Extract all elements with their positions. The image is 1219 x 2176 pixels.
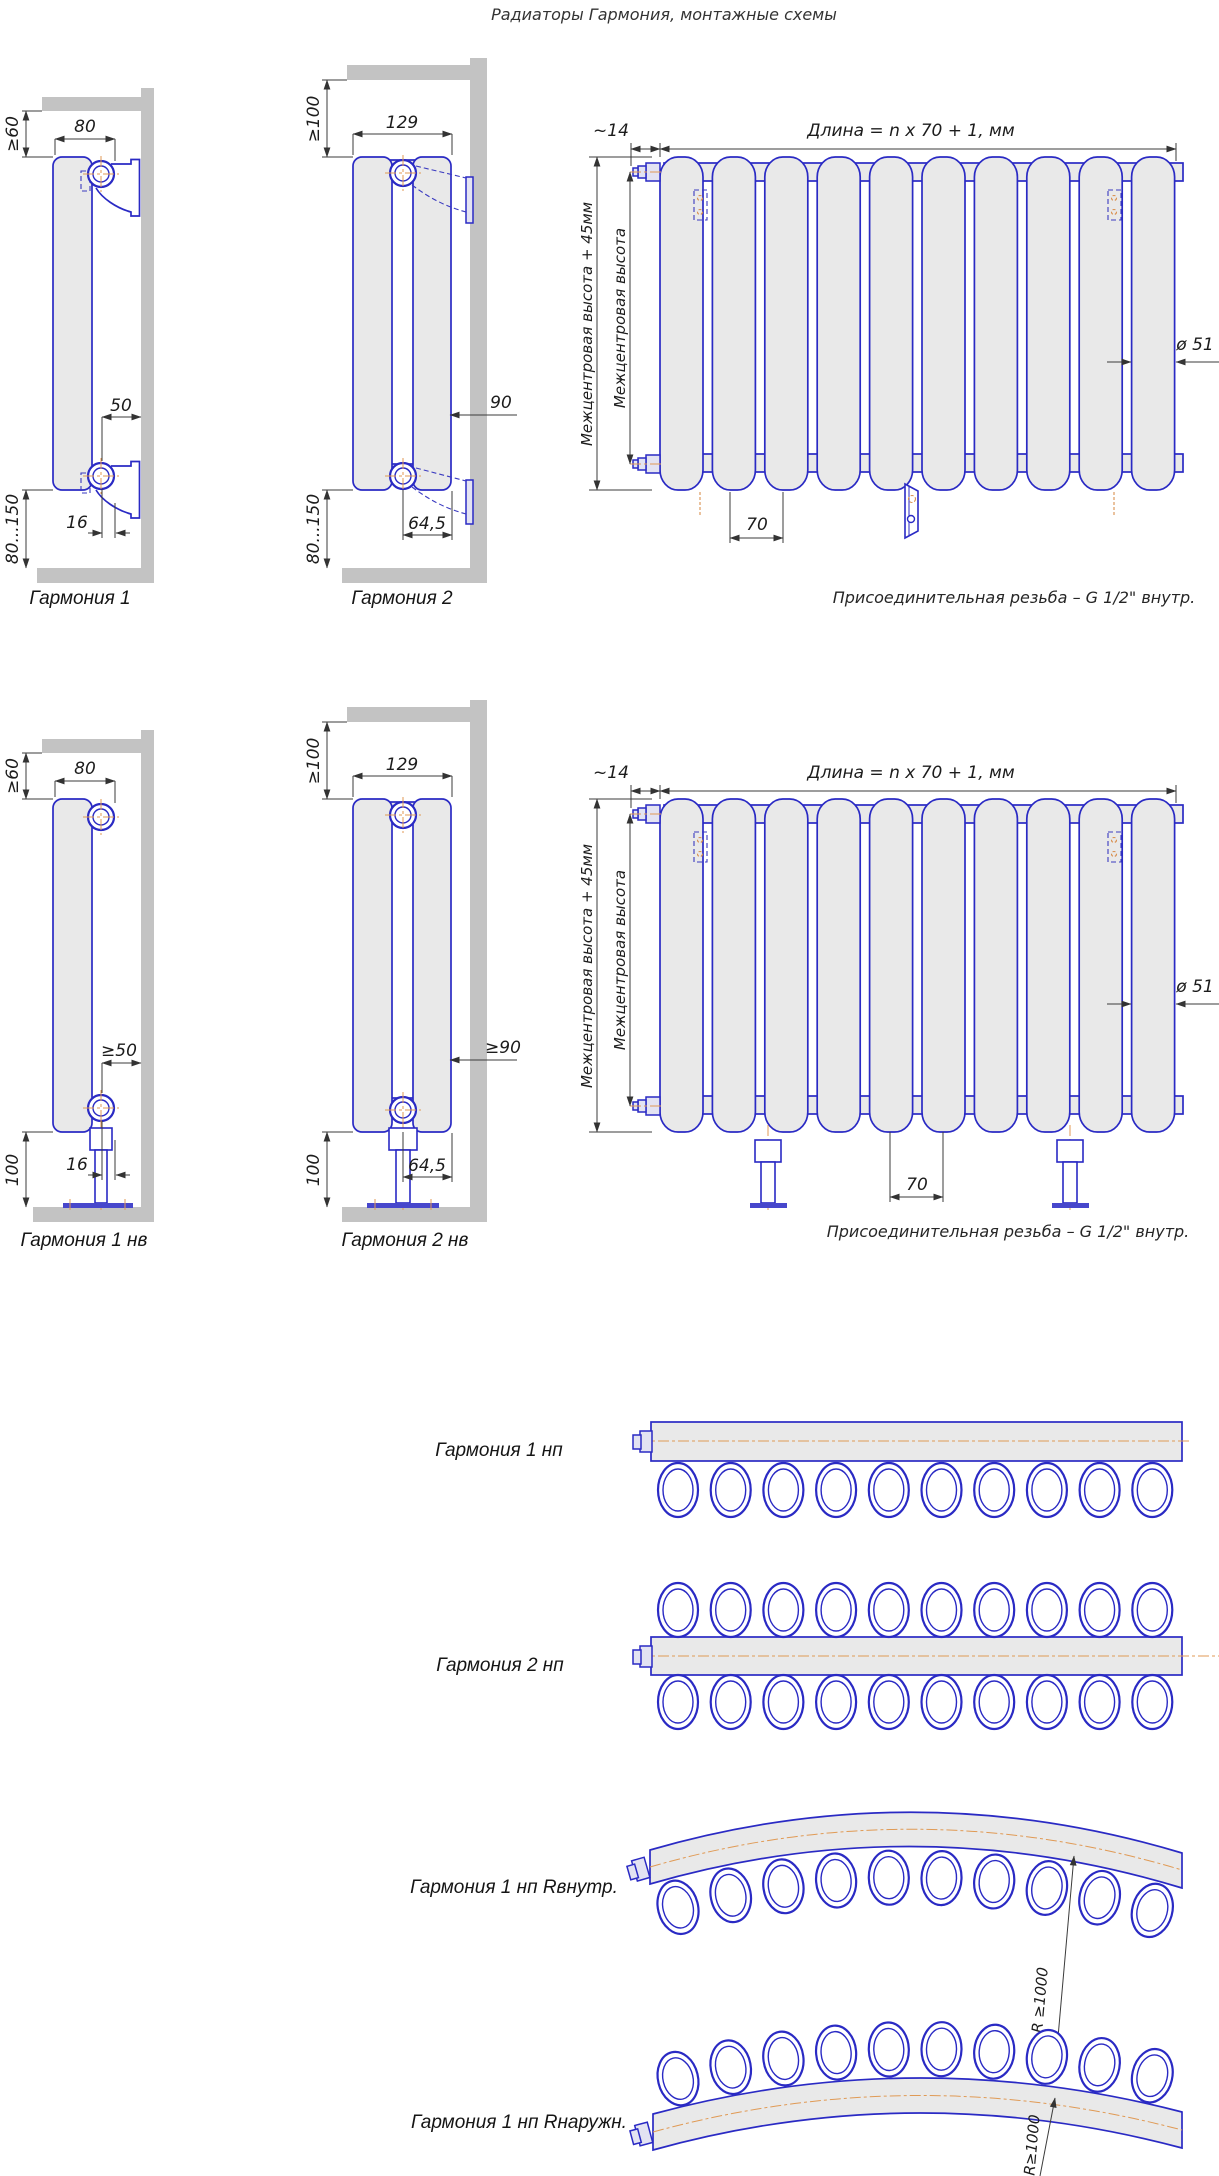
radiator-section [712, 157, 755, 490]
dimension-ceiling-gap [304, 80, 353, 157]
dimension-pitch [730, 492, 783, 543]
diagram-garmonia2-floor [304, 700, 521, 1251]
tube-section [814, 2024, 858, 2081]
radiator-section [817, 157, 860, 490]
tube-section [1132, 1675, 1172, 1729]
radiator-section [765, 799, 808, 1132]
tube-section [652, 1876, 704, 1938]
svg-text:100: 100 [304, 1153, 324, 1187]
dimension-ceiling-gap [3, 753, 53, 799]
dimension-ceiling-gap [304, 722, 353, 799]
svg-text:~14: ~14 [593, 121, 629, 141]
stand-base [1052, 1203, 1089, 1208]
tube-section [974, 1463, 1014, 1517]
svg-text:50: 50 [110, 396, 132, 416]
svg-text:Межцентровая высота: Межцентровая высота [611, 227, 629, 409]
dimension-depth [55, 759, 115, 803]
stand-collar [90, 1128, 112, 1150]
plate-hole [908, 516, 915, 523]
dimension-height-inner [611, 814, 630, 1106]
tube-section [760, 1857, 807, 1916]
stand-collar [755, 1140, 781, 1162]
wall-bracket-plate [466, 177, 473, 223]
radiator-body [413, 799, 451, 1132]
tube-row [658, 1463, 1172, 1517]
floor [342, 568, 487, 583]
radiator-section [974, 799, 1017, 1132]
tube-section [1132, 1463, 1172, 1517]
tube-section [658, 1675, 698, 1729]
connection-thread-note: Присоединительная резьба – G 1/2" внутр. [826, 1222, 1190, 1241]
radiator-section [712, 799, 755, 1132]
radiator-sections [660, 799, 1175, 1132]
tube-section [921, 1850, 963, 1905]
diagram-label: Гармония 1 нв [20, 1230, 148, 1251]
diagram-garmonia1-floor [3, 730, 154, 1251]
radiator-body [53, 799, 92, 1132]
tube-section [1027, 1583, 1067, 1637]
tube-section [706, 1865, 756, 1926]
tube-section [921, 2022, 962, 2077]
diagram-label: Гармония 2 нп [436, 1655, 564, 1676]
svg-text:80: 80 [74, 759, 96, 779]
tube-section [869, 1675, 909, 1729]
tube-section [711, 1583, 751, 1637]
dimension-floor-gap [304, 490, 353, 568]
diagram-garmonia2-wall [304, 58, 517, 609]
svg-text:≥100: ≥100 [304, 95, 324, 143]
diagram-label: Гармония 1 нп Rнаружн. [411, 2112, 627, 2133]
svg-text:129: 129 [385, 113, 419, 133]
diagram-label: Гармония 2 нв [341, 1230, 469, 1251]
wall-bracket-plate [466, 480, 473, 524]
tube-section [1127, 2045, 1178, 2107]
valve-fitting-icon [626, 1857, 650, 1882]
svg-text:≥100: ≥100 [304, 737, 324, 785]
ceiling [42, 97, 141, 111]
svg-text:100: 100 [3, 1153, 23, 1187]
wall [470, 700, 487, 1222]
radiator-section [765, 157, 808, 490]
tube-section [763, 1463, 803, 1517]
svg-text:64,5: 64,5 [408, 1156, 446, 1176]
dimension-height-inner [611, 172, 630, 464]
valve-fitting-icon [640, 1431, 652, 1452]
tube-section [868, 1850, 909, 1905]
svg-text:129: 129 [385, 755, 419, 775]
dimension-floor-gap [304, 1132, 353, 1207]
tube-section [760, 2029, 807, 2088]
tube-section [972, 1853, 1017, 1911]
tube-row [658, 1675, 1172, 1729]
tube-row [658, 1583, 1172, 1637]
radiator-section [922, 799, 965, 1132]
radiator-section [1027, 157, 1070, 490]
radiator-section [1079, 157, 1122, 490]
tube-section [1132, 1583, 1172, 1637]
diagram-label: Гармония 2 [351, 588, 453, 609]
radiator-section [870, 799, 913, 1132]
tube-section [868, 2022, 910, 2077]
tube-section [922, 1675, 962, 1729]
tube-section [1080, 1583, 1120, 1637]
svg-text:80: 80 [74, 117, 96, 137]
floor [37, 568, 154, 583]
valve-fitting-icon [633, 1650, 641, 1664]
radiator-section [1027, 799, 1070, 1132]
dimension-depth [353, 755, 452, 797]
tube-section [763, 1583, 803, 1637]
svg-text:Длина = n x 70 + 1, мм: Длина = n x 70 + 1, мм [807, 121, 1015, 141]
svg-text:≥60: ≥60 [3, 758, 23, 794]
ceiling [42, 739, 141, 753]
tube-section [816, 1583, 856, 1637]
svg-text:≥50: ≥50 [101, 1041, 137, 1061]
tube-section [869, 1463, 909, 1517]
diagram-label: Гармония 1 нп Rвнутр. [410, 1877, 618, 1898]
svg-text:70: 70 [906, 1175, 928, 1195]
tube-section [763, 1675, 803, 1729]
svg-text:90: 90 [490, 393, 512, 413]
top-view-straight-single [435, 1422, 1192, 1517]
valve-fitting-icon [629, 2122, 653, 2147]
radius-note: R≥1000 [1020, 2113, 1044, 2176]
tube-section [658, 1583, 698, 1637]
dimension-pipe-offset [66, 489, 130, 538]
diagram-garmonia1-wall [3, 88, 154, 609]
tube-section [1027, 1463, 1067, 1517]
svg-text:ø 51: ø 51 [1176, 977, 1214, 997]
tube-section [706, 2037, 755, 2098]
tube-section [922, 1583, 962, 1637]
top-view-bend-outer [411, 2022, 1182, 2176]
radiator-section [660, 157, 703, 490]
svg-text:16: 16 [66, 1155, 88, 1175]
radiator-section [974, 157, 1017, 490]
svg-text:Межцентровая высота + 45мм: Межцентровая высота + 45мм [578, 843, 596, 1089]
radiator-sections [660, 157, 1175, 490]
dimension-face-wall [450, 1038, 521, 1060]
tube-section [814, 1852, 858, 1909]
svg-text:16: 16 [66, 513, 88, 533]
floor [342, 1207, 487, 1222]
radiator-section [870, 157, 913, 490]
radiator-body [353, 799, 392, 1132]
dimension-ceiling-gap [3, 111, 53, 157]
tube-section [1024, 2028, 1070, 2087]
radiator-section [817, 799, 860, 1132]
svg-text:64,5: 64,5 [408, 514, 446, 534]
valve-fitting-icon [633, 1435, 641, 1449]
tube-section [974, 1583, 1014, 1637]
svg-text:≥90: ≥90 [485, 1038, 521, 1058]
stand-base [750, 1203, 787, 1208]
svg-text:Межцентровая высота + 45мм: Межцентровая высота + 45мм [578, 201, 596, 447]
tube-section [711, 1675, 751, 1729]
tube-section [711, 1463, 751, 1517]
tube-section [1023, 1858, 1071, 1917]
radiator-section [1132, 157, 1175, 490]
stand-base [367, 1203, 439, 1208]
tube-section [974, 1675, 1014, 1729]
tube-section [816, 1463, 856, 1517]
bottom-bracket-plate [905, 484, 918, 538]
dimension-floor-gap [3, 490, 53, 568]
tube-section [972, 2023, 1016, 2080]
svg-text:80...150: 80...150 [304, 493, 324, 565]
svg-text:Длина = n x 70 + 1, мм: Длина = n x 70 + 1, мм [807, 763, 1015, 783]
dimension-pipe-wall [102, 396, 141, 461]
ceiling [347, 65, 470, 80]
radiator-section [1132, 799, 1175, 1132]
tube-section [658, 1463, 698, 1517]
diagram-label: Гармония 1 [29, 588, 131, 609]
svg-text:≥60: ≥60 [3, 116, 23, 152]
dimension-floor-gap [3, 1132, 53, 1207]
radius-note: R ≥1000 [1028, 1966, 1052, 2034]
tube-section [1080, 1463, 1120, 1517]
radiator-body [353, 157, 392, 490]
tube-section [922, 1463, 962, 1517]
tube-section [816, 1675, 856, 1729]
dimension-length [660, 121, 1176, 149]
stand-stem [95, 1150, 107, 1203]
tube-section [652, 2048, 704, 2110]
radiator-body [413, 157, 451, 490]
dimension-depth [353, 113, 452, 155]
stand-stem [761, 1162, 775, 1203]
stand-collar [1057, 1140, 1083, 1162]
radiator-section [1079, 799, 1122, 1132]
wall [141, 730, 154, 1222]
dimension-depth [55, 117, 115, 161]
wall [141, 88, 154, 583]
sheet-title: Радиаторы Гармония, монтажные схемы [491, 5, 837, 24]
svg-text:80...150: 80...150 [3, 493, 23, 565]
ceiling [347, 707, 470, 722]
top-view-bend-inner [410, 1812, 1182, 2060]
radiator-section [660, 799, 703, 1132]
svg-text:~14: ~14 [593, 763, 629, 783]
diagram-label: Гармония 1 нп [435, 1440, 563, 1461]
valve-fitting-icon [640, 1646, 652, 1667]
tube-section [869, 1583, 909, 1637]
radiator-section [922, 157, 965, 490]
svg-text:Межцентровая высота: Межцентровая высота [611, 869, 629, 1051]
tube-section [1126, 1879, 1179, 1942]
dimension-pipe-wall [101, 1041, 141, 1093]
stand-stem [1063, 1162, 1077, 1203]
top-view-straight-double [436, 1583, 1219, 1729]
tube-section [1080, 1675, 1120, 1729]
dimension-pitch [890, 1132, 943, 1202]
connection-thread-note: Присоединительная резьба – G 1/2" внутр. [832, 588, 1196, 607]
radiator-body [53, 157, 92, 490]
tube-section [1075, 2035, 1124, 2095]
svg-text:ø 51: ø 51 [1176, 335, 1214, 355]
dimension-length [660, 763, 1176, 791]
svg-text:70: 70 [746, 515, 768, 535]
front-view-floor-mount [578, 763, 1219, 1241]
tube-section [1074, 1867, 1124, 1928]
stand-base [63, 1203, 133, 1208]
tube-section [1027, 1675, 1067, 1729]
front-view-wall-mount [578, 121, 1219, 607]
floor [33, 1207, 154, 1222]
